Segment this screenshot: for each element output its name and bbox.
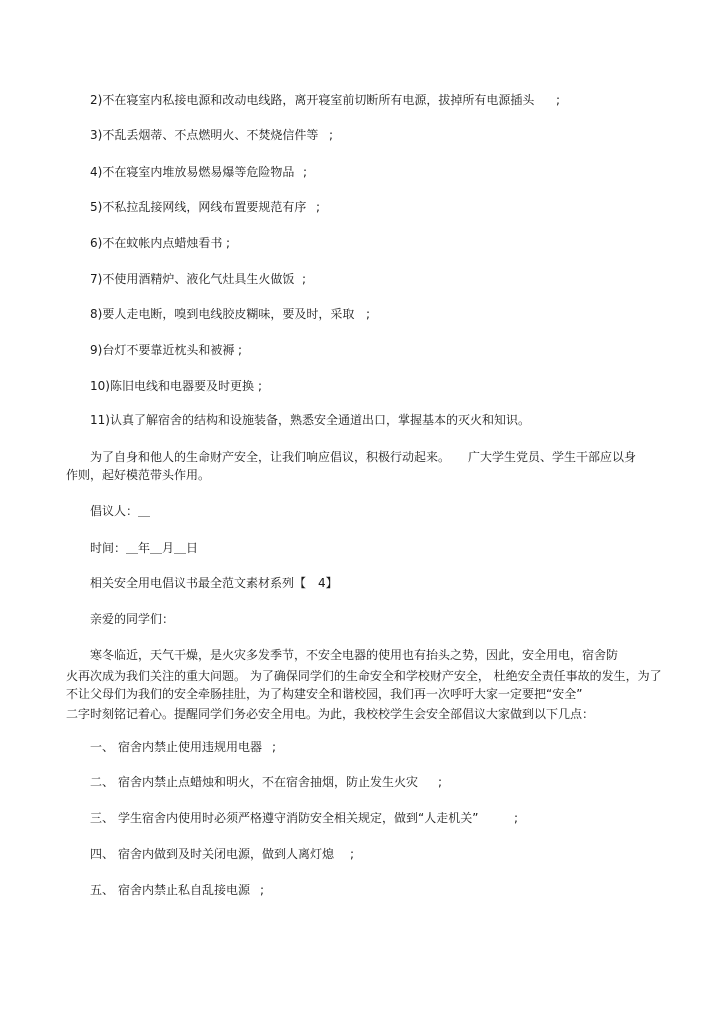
rule-item: [90, 199, 306, 215]
rule-item: [90, 164, 294, 180]
rule-item: [90, 271, 294, 287]
rule-item: [90, 378, 254, 394]
rule-semicolon: ;: [556, 93, 561, 107]
point-semicolon: ;: [438, 775, 443, 789]
call-line-2: 作则，起好模范带头作用。: [66, 468, 211, 482]
point-text: 学生宿舍内使用时必须严格遵守消防安全相关规定，做到“人走机关”: [118, 811, 479, 825]
point-number: 一、: [90, 740, 115, 754]
series-number: 4】: [318, 576, 338, 590]
point-number: 四、: [90, 847, 115, 861]
rule-text: 11)认真了解宿舍的结构和设施装备，熟悉安全通道出口，掌握基本的灭火和知识。: [90, 413, 530, 427]
rule-semicolon: ;: [303, 165, 308, 179]
point-text: 宿舍内禁止使用违规用电器: [118, 740, 263, 754]
rule-item: [90, 235, 222, 251]
rule-semicolon: ;: [329, 128, 334, 142]
point-number: 三、: [90, 811, 115, 825]
initiator-line: 倡议人：＿: [90, 504, 151, 518]
rule-text: 6)不在蚊帐内点蜡烛看书: [90, 236, 223, 250]
point-number: 五、: [90, 883, 115, 897]
point-number: 二、: [90, 775, 115, 789]
intro-line: 寒冬临近，天气干燥，是火灾多发季节，不安全电器的使用也有抬头之势，因此，安全用电，宿舍防: [90, 648, 619, 662]
rule-semicolon: ;: [238, 343, 243, 357]
rule-text: 8)要人走电断，嗅到电线胶皮糊味，要及时，采取: [90, 307, 355, 321]
rule-item: [90, 92, 534, 108]
rule-item: [90, 342, 234, 358]
call-line-1b: 广大学生党员、学生干部应以身: [468, 450, 637, 464]
point-text: 宿舍内做到及时关闭电源，做到人离灯熄: [118, 847, 335, 861]
point-semicolon: ;: [514, 811, 519, 825]
rule-semicolon: ;: [366, 307, 371, 321]
rule-text: 4)不在寝室内堆放易燃易爆等危险物品: [90, 165, 295, 179]
point-semicolon: ;: [350, 847, 355, 861]
rule-text: 5)不私拉乱接网线，网线布置要规范有序: [90, 200, 307, 214]
greeting: 亲爱的同学们：: [90, 612, 175, 626]
rule-item: [90, 412, 530, 428]
intro-line: 二字时刻铭记着心。提醒同学们务必安全用电。为此，我校校学生会安全部倡议大家做到以下几点：: [66, 707, 595, 721]
rule-semicolon: ;: [302, 272, 307, 286]
point-semicolon: ;: [272, 740, 277, 754]
point-semicolon: ;: [260, 883, 265, 897]
rule-semicolon: ;: [226, 236, 231, 250]
rule-item: [90, 306, 354, 322]
intro-line: 火再次成为我们关注的重大问题。 为了确保同学们的生命安全和学校财产安全， 杜绝安全责任事故的发生，为了: [66, 669, 662, 683]
rule-text: 3)不乱丢烟蒂、不点燃明火、不焚烧信件等: [90, 128, 319, 142]
rule-text: 10)陈旧电线和电器要及时更换: [90, 379, 254, 393]
point-text: 宿舍内禁止私自乱接电源: [118, 883, 251, 897]
rule-item: [90, 127, 318, 143]
rule-text: 2)不在寝室内私接电源和改动电线路，离开寝室前切断所有电源，拔掉所有电源插头: [90, 93, 535, 107]
point-text: 宿舍内禁止点蜡烛和明火，不在宿舍抽烟，防止发生火灾: [118, 775, 419, 789]
rule-text: 9)台灯不要靠近枕头和被褥: [90, 343, 235, 357]
rule-semicolon: ;: [316, 200, 321, 214]
rule-semicolon: ;: [258, 379, 263, 393]
rule-text: 7)不使用酒精炉、液化气灶具生火做饭: [90, 272, 295, 286]
call-line-1: 为了自身和他人的生命财产安全，让我们响应倡议，积极行动起来。: [90, 450, 451, 464]
intro-line: 不让父母们为我们的安全牵肠挂肚，为了构建安全和谐校园，我们再一次呼吁大家一定要把“安全”: [66, 687, 583, 701]
series-title: 相关安全用电倡议书最全范文素材系列【: [90, 576, 307, 590]
time-line: 时间：＿年＿月＿日: [90, 541, 199, 555]
